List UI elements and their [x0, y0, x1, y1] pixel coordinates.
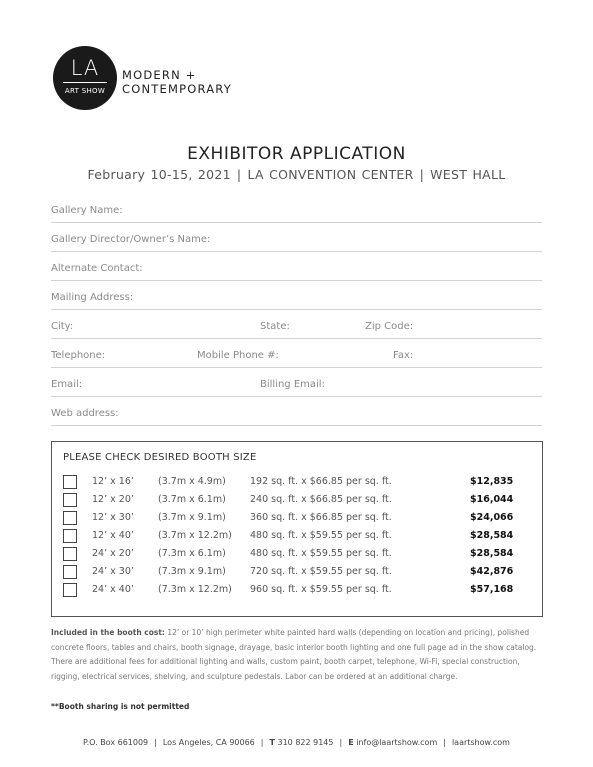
billing-email-label: Billing Email:	[260, 379, 325, 390]
booth-size: 24’ x 20’	[92, 548, 134, 559]
booth-size-box	[51, 441, 543, 617]
booth-area-rate: 720 sq. ft. x $59.55 per sq. ft.	[250, 566, 392, 577]
email-row[interactable]	[51, 368, 542, 397]
web-address-field[interactable]	[51, 397, 542, 426]
booth-area-rate: 360 sq. ft. x $66.85 per sq. ft.	[250, 512, 392, 523]
booth-option-row	[52, 509, 542, 527]
booth-area-rate: 240 sq. ft. x $66.85 per sq. ft.	[250, 494, 392, 505]
booth-option-row	[52, 563, 542, 581]
event-details	[0, 167, 593, 182]
booth-checkbox[interactable]	[63, 547, 77, 561]
brand-line-2: CONTEMPORARY	[122, 82, 232, 96]
booth-size: 12’ x 16’	[92, 476, 134, 487]
gallery-name-label: Gallery Name:	[51, 205, 123, 216]
booth-price: $28,584	[470, 530, 514, 541]
booth-checkbox[interactable]	[63, 583, 77, 597]
booth-option-row	[52, 581, 542, 599]
booth-metric: (7.3m x 9.1m)	[158, 566, 226, 577]
booth-size: 24’ x 40’	[92, 584, 134, 595]
footer-email-label: E	[348, 738, 354, 747]
director-name-label: Gallery Director/Owner’s Name:	[51, 234, 211, 245]
booth-checkbox[interactable]	[63, 565, 77, 579]
booth-price: $12,835	[470, 476, 514, 487]
booth-metric: (3.7m x 4.9m)	[158, 476, 226, 487]
city-state-zip-row[interactable]	[51, 310, 542, 339]
logo	[53, 46, 117, 110]
telephone-label: Telephone:	[51, 350, 106, 361]
phone-row[interactable]	[51, 339, 542, 368]
city-label: City:	[51, 321, 74, 332]
zip-code-label: Zip Code:	[365, 321, 414, 332]
booth-price: $16,044	[470, 494, 514, 505]
footer-city: Los Angeles, CA 90066	[162, 738, 255, 747]
event-hall: WEST HALL	[430, 167, 506, 182]
logo-rule	[63, 82, 107, 83]
booth-checkbox[interactable]	[63, 475, 77, 489]
footer-contact	[0, 738, 593, 747]
logo-mark: LA	[70, 56, 100, 80]
event-venue: LA CONVENTION CENTER	[247, 167, 414, 182]
page-title: EXHIBITOR APPLICATION	[187, 144, 406, 164]
booth-area-rate: 480 sq. ft. x $59.55 per sq. ft.	[250, 530, 392, 541]
footer-website[interactable]: laartshow.com	[451, 738, 510, 747]
separator: |	[236, 167, 242, 182]
director-name-field[interactable]	[51, 223, 542, 252]
booth-size: 12’ x 40’	[92, 530, 134, 541]
booth-metric: (3.7m x 9.1m)	[158, 512, 226, 523]
booth-size: 12’ x 30’	[92, 512, 134, 523]
included-note	[51, 626, 546, 684]
booth-checkbox[interactable]	[63, 529, 77, 543]
mailing-address-field[interactable]	[51, 281, 542, 310]
booth-price: $28,584	[470, 548, 514, 559]
alternate-contact-label: Alternate Contact:	[51, 263, 143, 274]
booth-price: $57,168	[470, 584, 514, 595]
booth-option-row	[52, 527, 542, 545]
gallery-name-field[interactable]	[51, 194, 542, 223]
booth-option-row	[52, 545, 542, 563]
alternate-contact-field[interactable]	[51, 252, 542, 281]
logo-subtitle: ART SHOW	[64, 87, 106, 95]
state-label: State:	[260, 321, 290, 332]
booth-metric: (3.7m x 6.1m)	[158, 494, 226, 505]
web-address-label: Web address:	[51, 408, 119, 419]
booth-checkbox[interactable]	[63, 493, 77, 507]
mailing-address-label: Mailing Address:	[51, 292, 134, 303]
footer-phone: 310 822 9145	[277, 738, 334, 747]
booth-option-row	[52, 473, 542, 491]
brand-line-1: MODERN +	[122, 68, 197, 82]
separator: |	[339, 738, 343, 747]
booth-size: 12’ x 20’	[92, 494, 134, 505]
booth-area-rate: 192 sq. ft. x $66.85 per sq. ft.	[250, 476, 392, 487]
booth-metric: (7.3m x 6.1m)	[158, 548, 226, 559]
footer-po-box: P.O. Box 661009	[83, 738, 149, 747]
booth-sharing-note: **Booth sharing is not permitted	[51, 702, 190, 711]
separator: |	[260, 738, 264, 747]
included-text: 12’ or 10’ high perimeter white painted hard walls (depending on location and pricing), polished concrete floors, tables and chairs, booth signage, drayage, basic interior booth lighting and one full page ad in the show catalog. There are additional fees for additional lighting and walls, custom paint, booth carpet, telephone, Wi-Fi, special construction, rigging, electrical services, shelving, and sculpture pedestals. Labor can be ordered at an additional charge.	[51, 628, 537, 681]
separator: |	[419, 167, 425, 182]
footer-email[interactable]: info@laartshow.com	[356, 738, 438, 747]
brand-name	[122, 68, 232, 96]
booth-size: 24’ x 30’	[92, 566, 134, 577]
separator: |	[154, 738, 157, 747]
booth-size-heading: PLEASE CHECK DESIRED BOOTH SIZE	[63, 452, 257, 463]
booth-area-rate: 480 sq. ft. x $59.55 per sq. ft.	[250, 548, 392, 559]
booth-price: $24,066	[470, 512, 514, 523]
mobile-phone-label: Mobile Phone #:	[197, 350, 279, 361]
footer-phone-label: T	[269, 738, 275, 747]
booth-metric: (3.7m x 12.2m)	[158, 530, 232, 541]
booth-checkbox[interactable]	[63, 511, 77, 525]
separator: |	[443, 738, 446, 747]
booth-option-row	[52, 491, 542, 509]
event-dates: February 10-15, 2021	[87, 167, 231, 182]
fax-label: Fax:	[393, 350, 414, 361]
booth-area-rate: 960 sq. ft. x $59.55 per sq. ft.	[250, 584, 392, 595]
booth-price: $42,876	[470, 566, 514, 577]
booth-metric: (7.3m x 12.2m)	[158, 584, 232, 595]
email-label: Email:	[51, 379, 83, 390]
included-label: Included in the booth cost:	[51, 628, 165, 637]
